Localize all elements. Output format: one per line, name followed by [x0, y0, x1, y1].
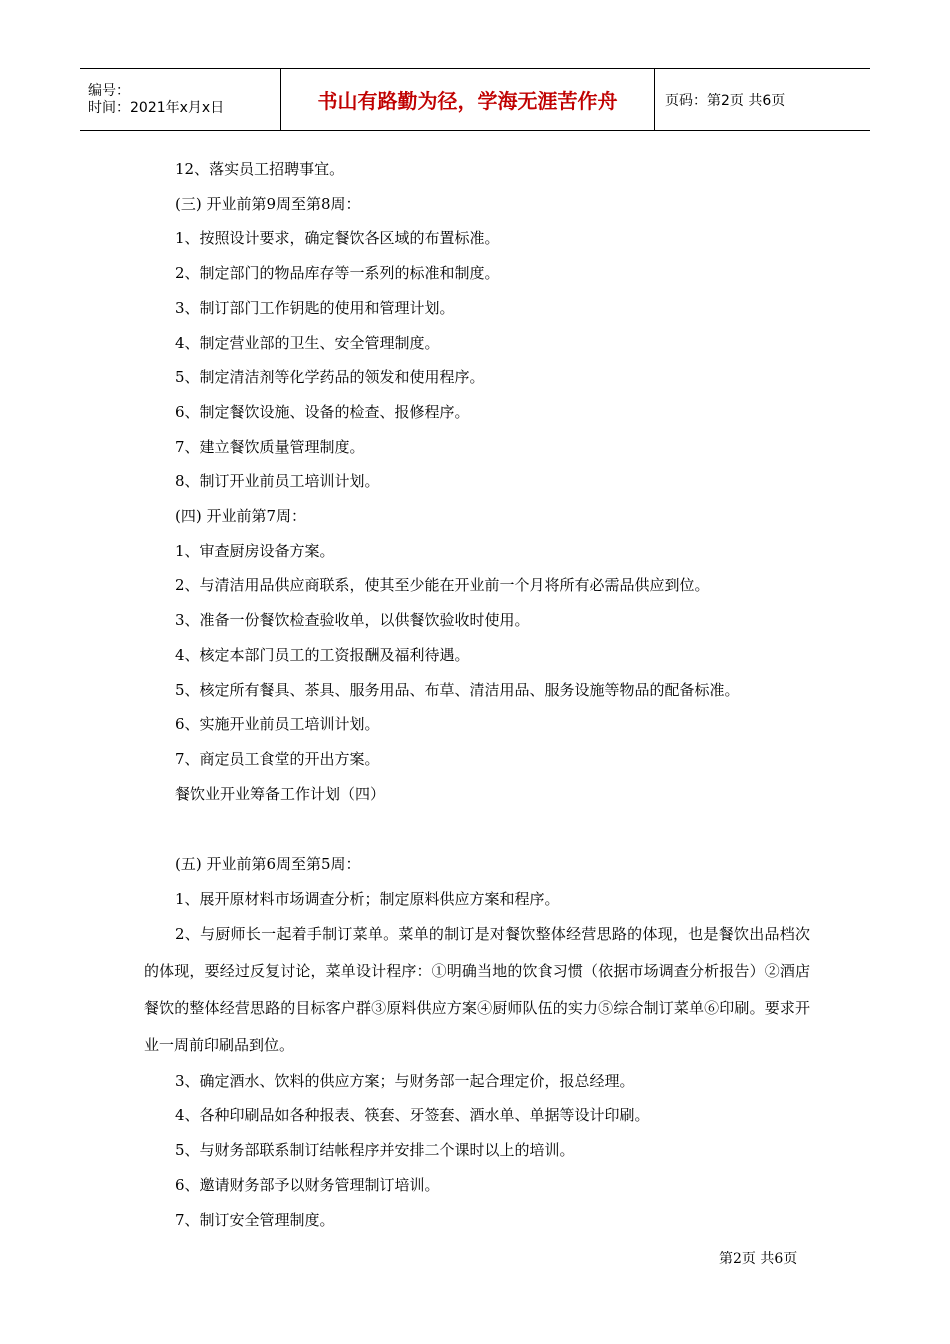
header-page-number: 页码：第2页 共6页 [665, 92, 786, 109]
text-line: 2、与清洁用品供应商联系，使其至少能在开业前一个月将所有必需品供应到位。 [175, 576, 710, 595]
document-body [144, 152, 810, 1237]
text-line: 12、落实员工招聘事宜。 [175, 160, 345, 178]
text-line: 3、制订部门工作钥匙的使用和管理计划。 [175, 298, 455, 317]
text-line: 5、制定清洁剂等化学药品的领发和使用程序。 [175, 368, 485, 387]
header-page [655, 69, 870, 130]
text-line: 5、核定所有餐具、茶具、服务用品、布草、清洁用品、服务设施等物品的配备标准。 [175, 680, 740, 699]
menu-paragraph: 2、与厨师长一起着手制订菜单。菜单的制订是对餐饮整体经营思路的体现，也是餐饮出品档次的体现，要经过反复讨论，菜单设计程序：①明确当地的饮食习惯（依据市场调查分析报告）②酒店餐饮的整体经营思路的目标客户群③原料供应方案④厨师队伍的实力⑤综合制订菜单⑥印刷。要求开业一周前印刷品到位。 [144, 924, 810, 1054]
text-line: 2、制定部门的物品库存等一系列的标准和制度。 [175, 264, 500, 283]
text-line: 4、核定本部门员工的工资报酬及福利待遇。 [175, 645, 470, 664]
section-heading: (四) 开业前第7周： [175, 507, 307, 526]
text-line: 7、商定员工食堂的开出方案。 [175, 749, 380, 768]
text-line: 4、制定营业部的卫生、安全管理制度。 [175, 333, 440, 352]
text-line: 4、各种印刷品如各种报表、筷套、牙签套、酒水单、单据等设计印刷。 [175, 1106, 650, 1125]
text-line: 3、准备一份餐饮检查验收单，以供餐饮验收时使用。 [175, 611, 530, 630]
blank-line [144, 811, 810, 847]
text-line: 3、确定酒水、饮料的供应方案；与财务部一起合理定价，报总经理。 [175, 1071, 635, 1090]
text-line: 1、展开原材料市场调查分析；制定原料供应方案和程序。 [175, 890, 560, 909]
motto-text: 书山有路勤为径，学海无涯苦作舟 [317, 89, 618, 113]
section-heading: (五) 开业前第6周至第5周： [175, 855, 361, 874]
text-line: 6、制定餐饮设施、设备的检查、报修程序。 [175, 402, 470, 421]
header-table [80, 68, 870, 131]
text-line: 5、与财务部联系制订结帐程序并安排二个课时以上的培训。 [175, 1141, 575, 1160]
header-motto [281, 69, 655, 130]
text-line: 1、按照设计要求，确定餐饮各区域的布置标准。 [175, 229, 500, 248]
section-heading: (三) 开业前第9周至第8周： [175, 194, 361, 213]
text-line: 8、制订开业前员工培训计划。 [175, 472, 380, 491]
document-date: 时间：2021年x月x日 [88, 99, 225, 116]
text-line: 1、审查厨房设备方案。 [175, 541, 335, 560]
text-line: 7、建立餐饮质量管理制度。 [175, 437, 365, 456]
text-line: 6、邀请财务部予以财务管理制订培训。 [175, 1175, 440, 1194]
document-number: 编号： [88, 82, 130, 99]
header-meta [80, 69, 281, 130]
text-line: 7、制订安全管理制度。 [175, 1210, 335, 1229]
footer-page-number: 第2页 共6页 [719, 1251, 798, 1267]
text-line: 6、实施开业前员工培训计划。 [175, 715, 380, 734]
subtitle-line: 餐饮业开业筹备工作计划（四） [175, 784, 386, 803]
